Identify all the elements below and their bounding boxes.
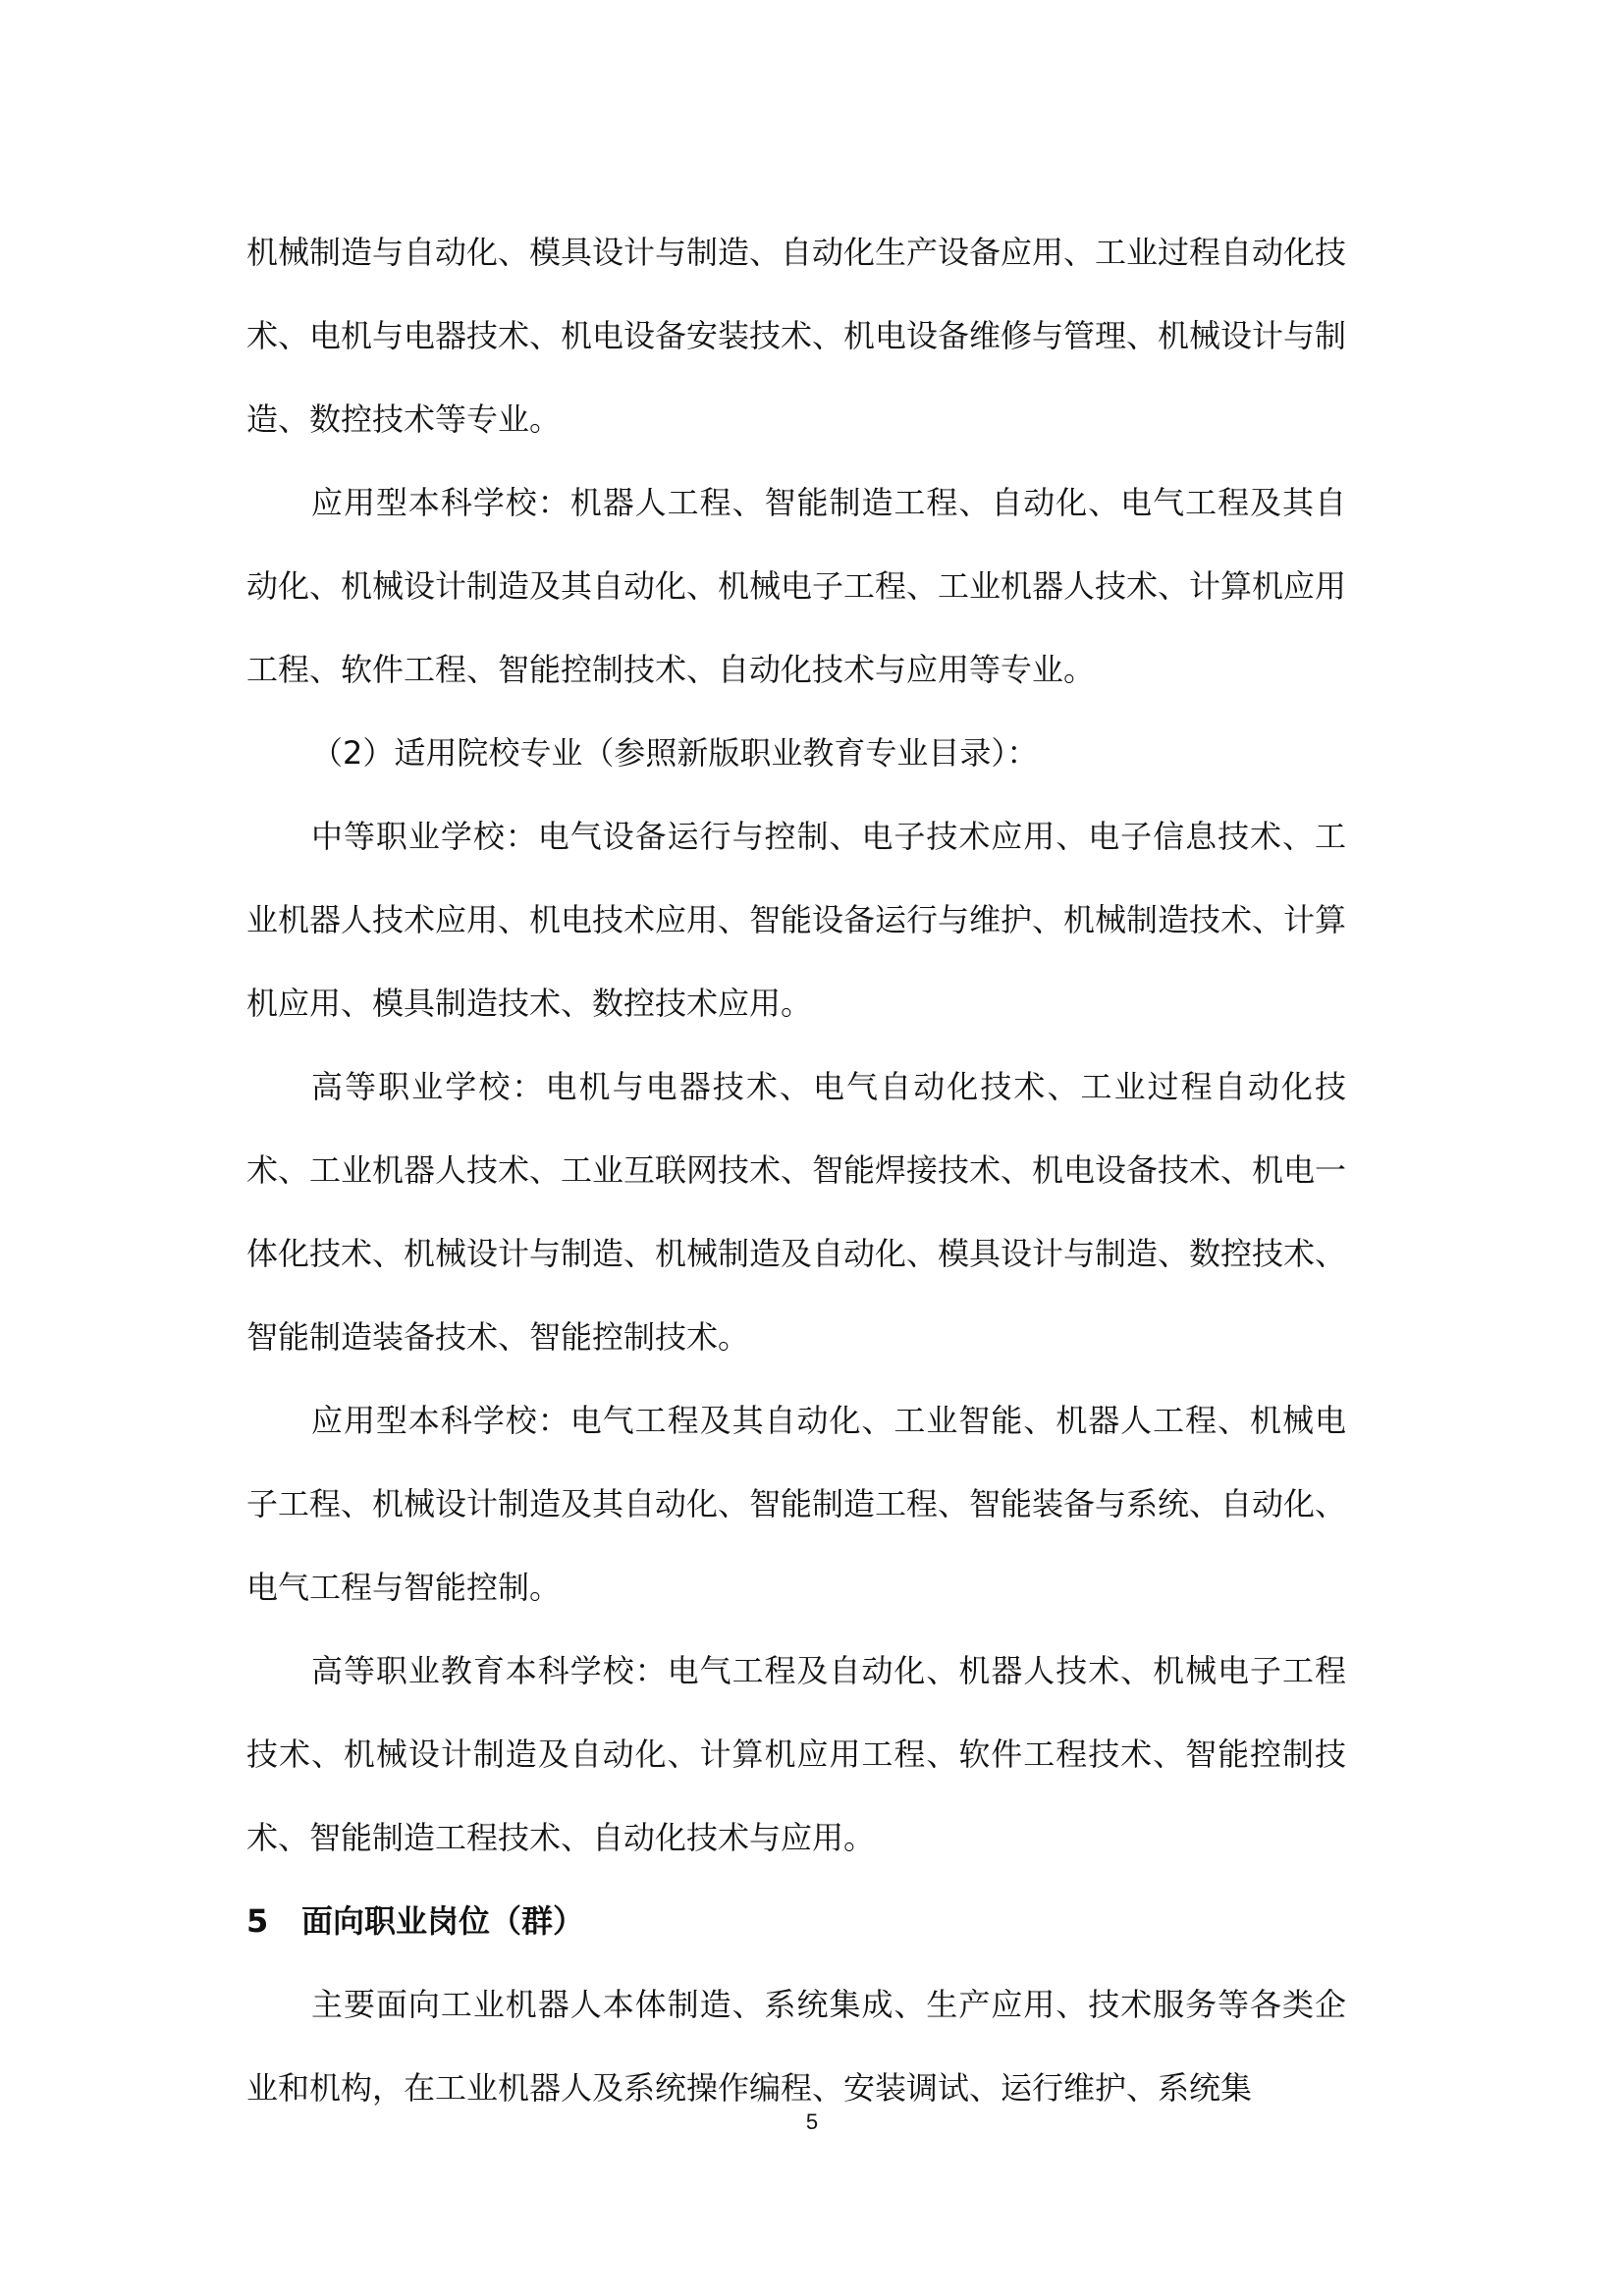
paragraph: 应用型本科学校：机器人工程、智能制造工程、自动化、电气工程及其自动化、机械设计制造及其自动化、机械电子工程、工业机器人技术、计算机应用工程、软件工程、智能控制技术、自动化技术与应用等专业。: [246, 484, 1347, 688]
paragraph: 主要面向工业机器人本体制造、系统集成、生产应用、技术服务等各类企业和机构，在工业机器人及系统操作编程、安装调试、运行维护、系统集: [246, 1986, 1346, 2107]
page-number: 5: [805, 2109, 819, 2134]
page-content: [246, 211, 1346, 2130]
paragraph: 高等职业教育本科学校：电气工程及自动化、机器人技术、机械电子工程技术、机械设计制造及自动化、计算机应用工程、软件工程技术、智能控制技术、智能制造工程技术、自动化技术与应用。: [246, 1652, 1346, 1856]
paragraph: （2）适用院校专业（参照新版职业教育专业目录）：: [311, 734, 1039, 772]
paragraph: 应用型本科学校：电气工程及其自动化、工业智能、机器人工程、机械电子工程、机械设计制造及其自动化、智能制造工程、智能装备与系统、自动化、电气工程与智能控制。: [246, 1402, 1347, 1606]
section-heading: [246, 1880, 1346, 1963]
paragraph: 机械制造与自动化、模具设计与制造、自动化生产设备应用、工业过程自动化技术、电机与电器技术、机电设备安装技术、机电设备维修与管理、机械设计与制造、数控技术等专业。: [246, 234, 1347, 438]
paragraph: 中等职业学校：电气设备运行与控制、电子技术应用、电子信息技术、工业机器人技术应用、机电技术应用、智能设备运行与维护、机械制造技术、计算机应用、模具制造技术、数控技术应用。: [246, 818, 1347, 1022]
section-title: 面向职业岗位（群）: [301, 1902, 585, 1940]
paragraph: 高等职业学校：电机与电器技术、电气自动化技术、工业过程自动化技术、工业机器人技术、工业互联网技术、智能焊接技术、机电设备技术、机电一体化技术、机械设计与制造、机械制造及自动化、模具设计与制造、数控技术、智能制造装备技术、智能控制技术。: [246, 1068, 1347, 1356]
section-number: 5: [246, 1902, 269, 1940]
